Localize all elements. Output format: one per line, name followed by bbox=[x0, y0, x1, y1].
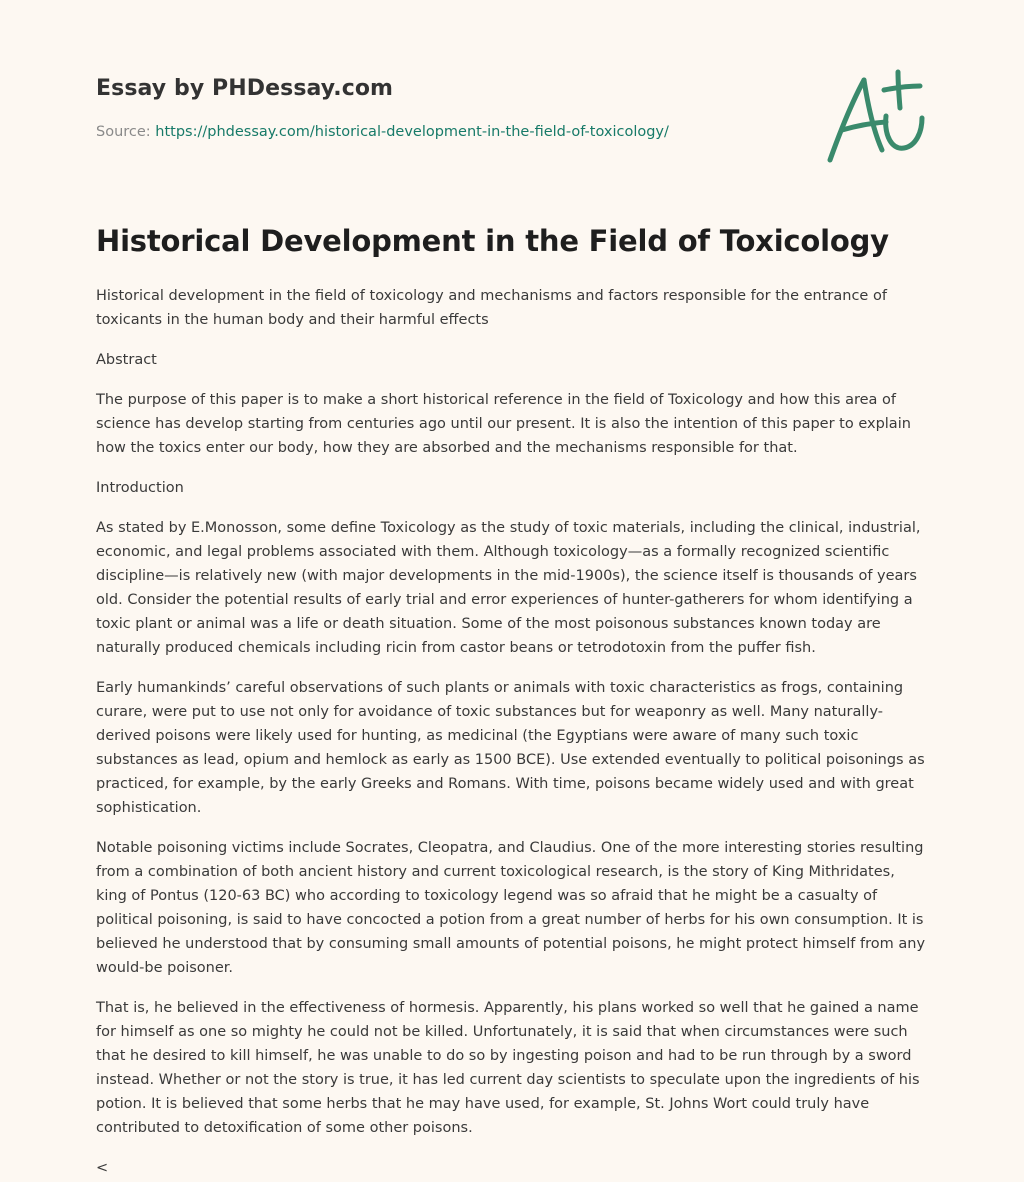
a-plus-logo-icon bbox=[822, 66, 932, 168]
body-paragraph: Early humankinds’ careful observations of such plants or animals with toxic characteristics as frogs, containing curare, were put to use not only for avoidance of toxic substances but for weaponry as well. Many naturally-derived poisons were likely used for hunting, as medicinal (the Egyptians were aware of many such toxic substances as lead, opium and hemlock as early as 1500 BCE). Use extended eventually to political poisonings as practiced, for example, by the early Greeks and Romans. With time, poisons became widely used and with great sophistication. bbox=[96, 680, 925, 816]
continuation-marker: < bbox=[96, 1160, 109, 1176]
source-link[interactable]: https://phdessay.com/historical-development-in-the-field-of-toxicology/ bbox=[155, 124, 669, 140]
section-heading-abstract: Abstract bbox=[96, 352, 157, 368]
source-label: Source: bbox=[96, 124, 156, 140]
essay-title: Historical Development in the Field of Toxicology bbox=[96, 224, 889, 258]
body-paragraph: Notable poisoning victims include Socrates, Cleopatra, and Claudius. One of the more interesting stories resulting from a combination of both ancient history and current toxicological research, is the story of King Mithridates, king of Pontus (120-63 BC) who according to toxicology legend was so afraid that he might be a casualty of political poisoning, is said to have concocted a potion from a great number of herbs for his own consumption. It is believed he understood that by consuming small amounts of potential poisons, he might protect himself from any would-be poisoner. bbox=[96, 840, 926, 976]
essay-body bbox=[96, 284, 930, 1180]
essay-subtitle: Historical development in the field of toxicology and mechanisms and factors responsible for the entrance of toxicants in the human body and their harmful effects bbox=[96, 288, 887, 328]
source-line bbox=[96, 124, 669, 140]
section-heading-introduction: Introduction bbox=[96, 480, 184, 496]
body-paragraph: As stated by E.Monosson, some define Toxicology as the study of toxic materials, including the clinical, industrial, economic, and legal problems associated with them. Although toxicology—as a formally recognized scientific discipline—is relatively new (with major developments in the mid-1900s), the science itself is thousands of years old. Consider the potential results of early trial and error experiences of hunter-gatherers for whom identifying a toxic plant or animal was a life or death situation. Some of the most poisonous substances known today are naturally produced chemicals including ricin from castor beans or tetrodotoxin from the puffer fish. bbox=[96, 520, 921, 656]
body-paragraph: That is, he believed in the effectiveness of hormesis. Apparently, his plans worked so well that he gained a name for himself as one so mighty he could not be killed. Unfortunately, it is said that when circumstances were such that he desired to kill himself, he was unable to do so by ingesting poison and had to be run through by a sword instead. Whether or not the story is true, it has led current day scientists to speculate upon the ingredients of his potion. It is believed that some herbs that he may have used, for example, St. Johns Wort could truly have contributed to detoxification of some other poisons. bbox=[96, 1000, 920, 1136]
site-brand: Essay by PHDessay.com bbox=[96, 76, 394, 101]
abstract-paragraph: The purpose of this paper is to make a short historical reference in the field of Toxicology and how this area of science has develop starting from centuries ago until our present. It is also the intention of this paper to explain how the toxics enter our body, how they are absorbed and the mechanisms responsible for that. bbox=[96, 392, 911, 456]
